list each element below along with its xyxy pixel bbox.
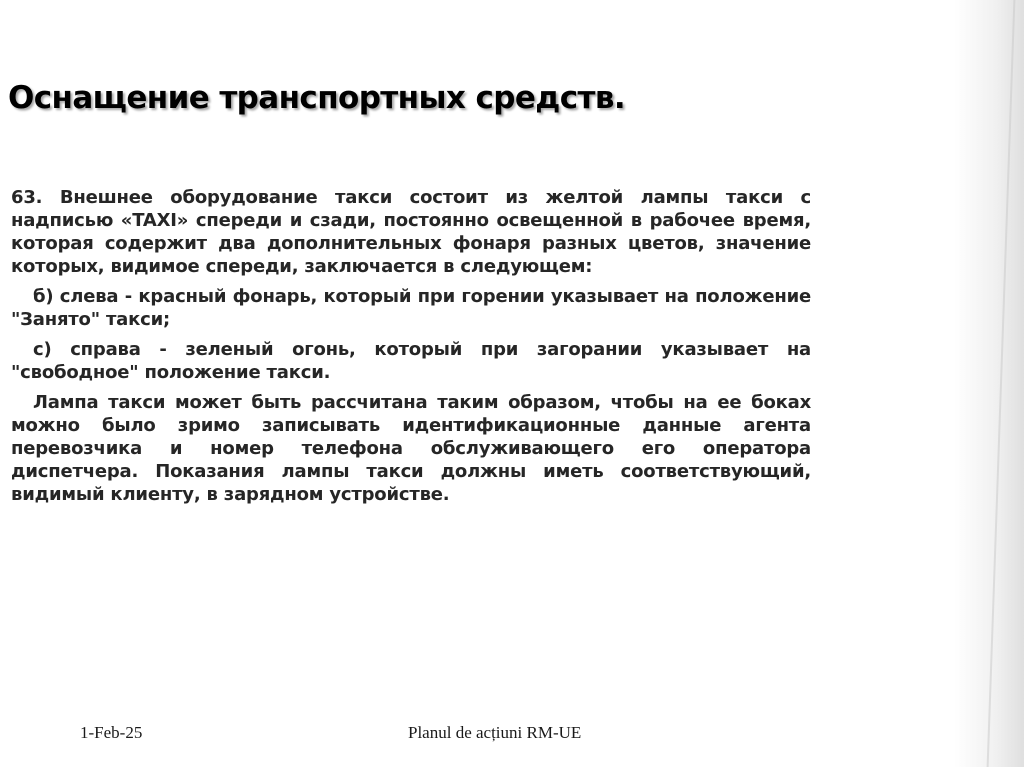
paragraph-item-63: 63. Внешнее оборудование такси состоит из желтой лампы такси с надписью «TAXI» спереди и сзади, постоянно освещенной в рабочее время, которая содержит два дополнительных фонаря разных цветов, значение которых, видимое спереди, заключается в следующем:: [11, 187, 811, 277]
footer-center-text: Planul de acțiuni RM-UE: [408, 723, 582, 742]
paragraph-taxi-lamp-info: Лампа такси может быть рассчитана таким образом, чтобы на ее боках можно было зримо записывать идентификационные данные агента перевозчика и номер телефона обслуживающего его оператора диспетчера. Показания лампы такси должны иметь соответствующий, видимый клиенту, в зарядном устройстве.: [11, 392, 811, 505]
footer-date: 1-Feb-25: [80, 723, 143, 742]
paragraph-right-green-lamp: с) справа - зеленый огонь, который при загорании указывает на "свободное" положение такси.: [11, 339, 811, 383]
slide-title: Оснащение транспортных средств.: [8, 80, 626, 116]
slide-body: [11, 186, 811, 513]
page-fold-shading: [954, 0, 1024, 767]
paragraph-left-red-lamp: б) слева - красный фонарь, который при горении указывает на положение "Занято" такси;: [11, 286, 811, 330]
